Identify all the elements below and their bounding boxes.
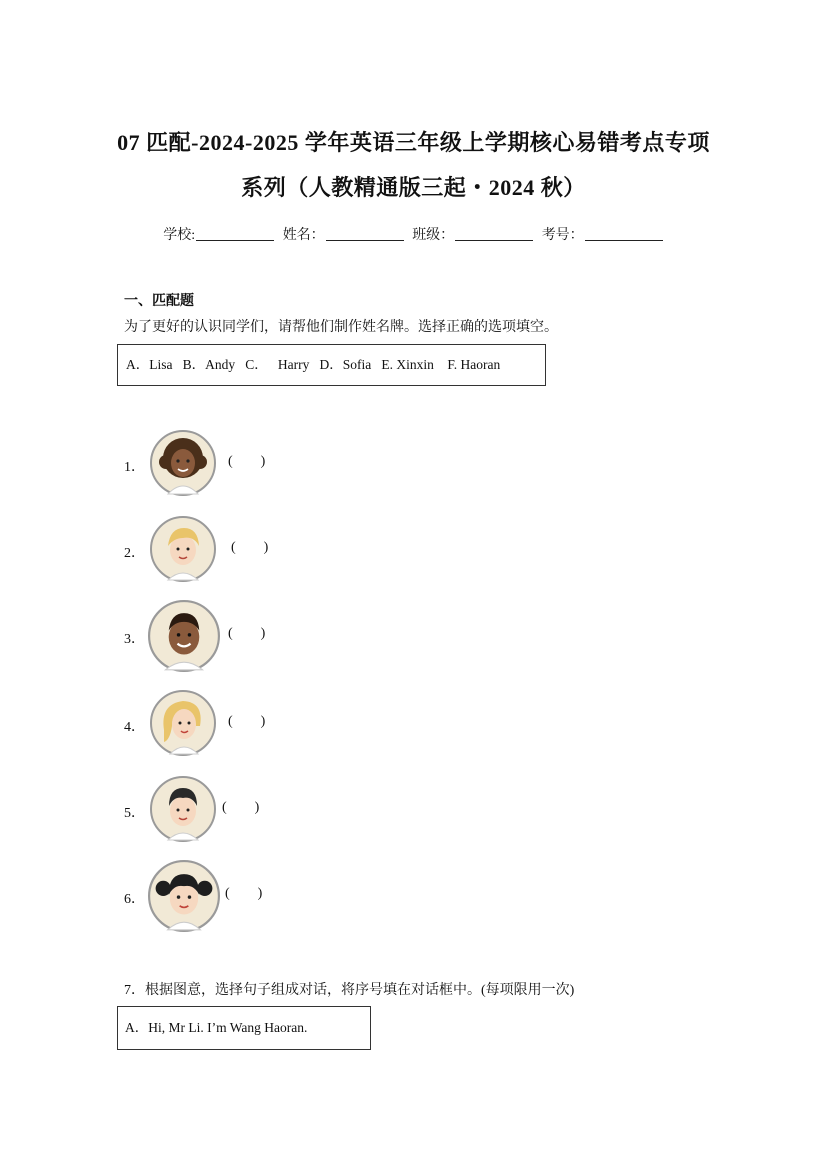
answer-blank[interactable]: ( )	[231, 540, 269, 555]
answer-blank[interactable]: ( )	[228, 626, 266, 641]
item-number: 5．	[124, 806, 145, 821]
section-heading: 一、匹配题	[124, 294, 194, 309]
item-number: 2．	[124, 546, 145, 561]
blond-boy-avatar	[150, 516, 216, 582]
student-info-fields	[0, 224, 827, 244]
item-number: 1．	[124, 460, 145, 475]
pigtail-girl-avatar	[148, 860, 220, 932]
name-blank[interactable]	[326, 226, 404, 241]
class-label: 班级：	[412, 228, 455, 243]
dark-skinned-boy-avatar	[148, 600, 220, 672]
answer-blank[interactable]: ( )	[225, 886, 263, 901]
question-7-prompt: 7．根据图意，选择句子组成对话，将序号填在对话框中。(每项限用一次)	[124, 983, 575, 998]
item-number: 6．	[124, 892, 145, 907]
exam-number-label: 考号：	[541, 228, 584, 243]
school-label: 学校:	[163, 228, 196, 243]
name-label: 姓名：	[282, 228, 325, 243]
exam-number-blank[interactable]	[585, 226, 663, 241]
answer-blank[interactable]: ( )	[222, 800, 260, 815]
blond-girl-avatar	[150, 690, 216, 756]
item-number: 4．	[124, 720, 145, 735]
dialogue-option-a-box: A．Hi, Mr Li. I’m Wang Haoran.	[117, 1006, 371, 1050]
section-instruction: 为了更好的认识同学们，请帮他们制作姓名牌。选择正确的选项填空。	[124, 320, 558, 335]
answer-blank[interactable]: ( )	[228, 454, 266, 469]
document-title-line2: 系列（人教精通版三起・2024 秋）	[241, 175, 586, 200]
class-blank[interactable]	[455, 226, 533, 241]
school-blank[interactable]	[196, 226, 274, 241]
answer-blank[interactable]: ( )	[228, 714, 266, 729]
options-box: A．Lisa B．Andy C． Harry D．Sofia E. Xinxin F. Haoran	[117, 344, 546, 386]
curly-hair-girl-avatar	[150, 430, 216, 496]
black-hair-boy-avatar	[150, 776, 216, 842]
document-title-line1: 07 匹配-2024-2025 学年英语三年级上学期核心易错考点专项	[117, 130, 710, 155]
item-number: 3．	[124, 632, 145, 647]
